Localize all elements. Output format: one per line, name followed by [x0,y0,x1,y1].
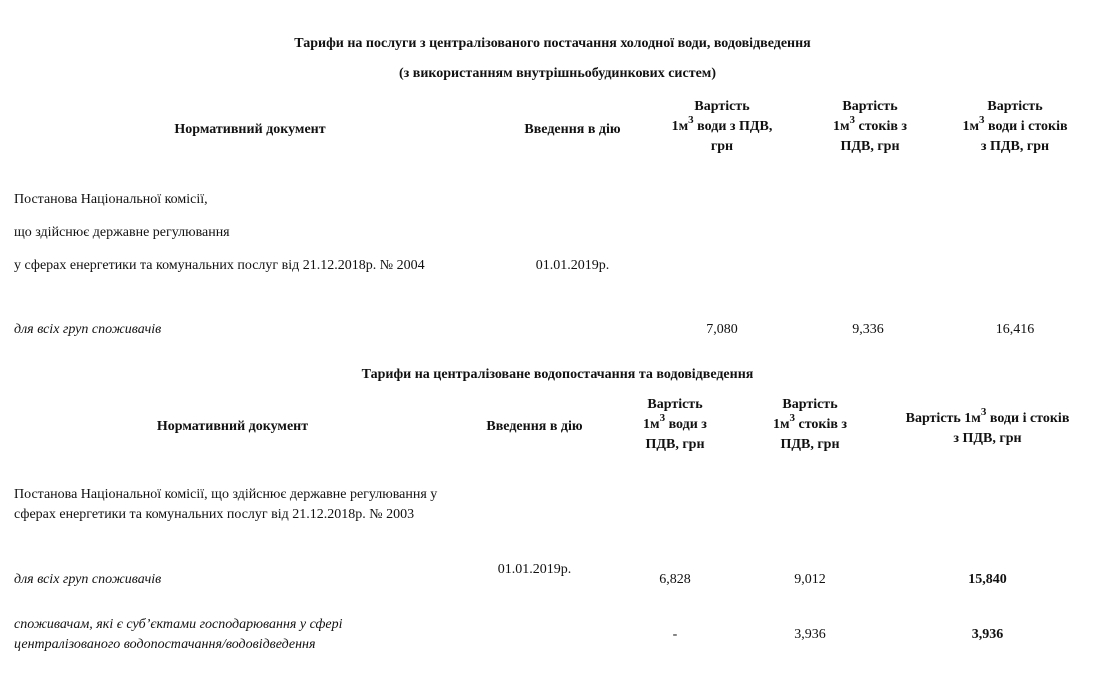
s1-doc-line: у сферах енергетики та комунальних послуг від 21.12.2018р. № 2004 [14,258,425,273]
s2-header-total: Вартість $1м^3$ води і стоків з ПДВ, грн [905,406,1070,446]
s2-header-doc: Нормативний документ [156,419,309,434]
s1-header-date: Введення в дію [524,122,621,137]
s1-effective-date: 01.01.2019р. [535,258,610,273]
s2-doc-text: Постанова Національної комісії, що здійснює державне регулювання у сферах енергетики та комунальних послуг від 21.12.2018р. № 2003 [14,487,438,522]
s1-doc-line: Постанова Національної комісії, [14,192,208,207]
s1-row-total: 16,416 [995,322,1035,337]
s2-header-water: Вартість $1м^3$ води з ПДВ, грн [643,397,707,452]
s2-effective-date: 01.01.2019р. [497,562,572,577]
section1-subtitle: (з використанням внутрішньобудинкових систем) [398,66,717,81]
s1-header-water: Вартість $1м^3$ води з ПДВ, грн [671,99,773,154]
s1-header-doc: Нормативний документ [174,122,326,137]
s1-header-total: Вартість $1м^3$ води і стоків з ПДВ, грн [962,99,1068,154]
s1-row-sewer: 9,336 [852,322,884,337]
s2-row-sewer: 3,936 [794,627,826,642]
s2-row-label: для всіх груп споживачів [14,572,162,587]
s2-row-sewer: 9,012 [794,572,826,587]
s1-header-sewer: Вартість $1м^3$ стоків з ПДВ, грн [832,99,908,154]
s1-row-water: 7,080 [706,322,738,337]
s1-doc-line: що здійснює державне регулювання [14,225,230,240]
section2-title: Тарифи на централізоване водопостачання та водовідведення [361,367,754,382]
s2-header-date: Введення в дію [486,419,583,434]
s2-header-sewer: Вартість $1м^3$ стоків з ПДВ, грн [772,397,848,452]
s2-row-total: 15,840 [968,572,1007,587]
s2-row-total: 3,936 [971,627,1004,642]
section1-title: Тарифи на послуги з централізованого постачання холодної води, водовідведення [294,36,811,51]
s2-row-water: 6,828 [659,572,691,587]
s2-row-water: - [672,627,678,642]
s2-row-label: споживачам, які є суб’єктами господарювання у сфері централізованого водопостачання/водовідведення [14,617,343,652]
s1-row-label: для всіх груп споживачів [14,322,162,337]
